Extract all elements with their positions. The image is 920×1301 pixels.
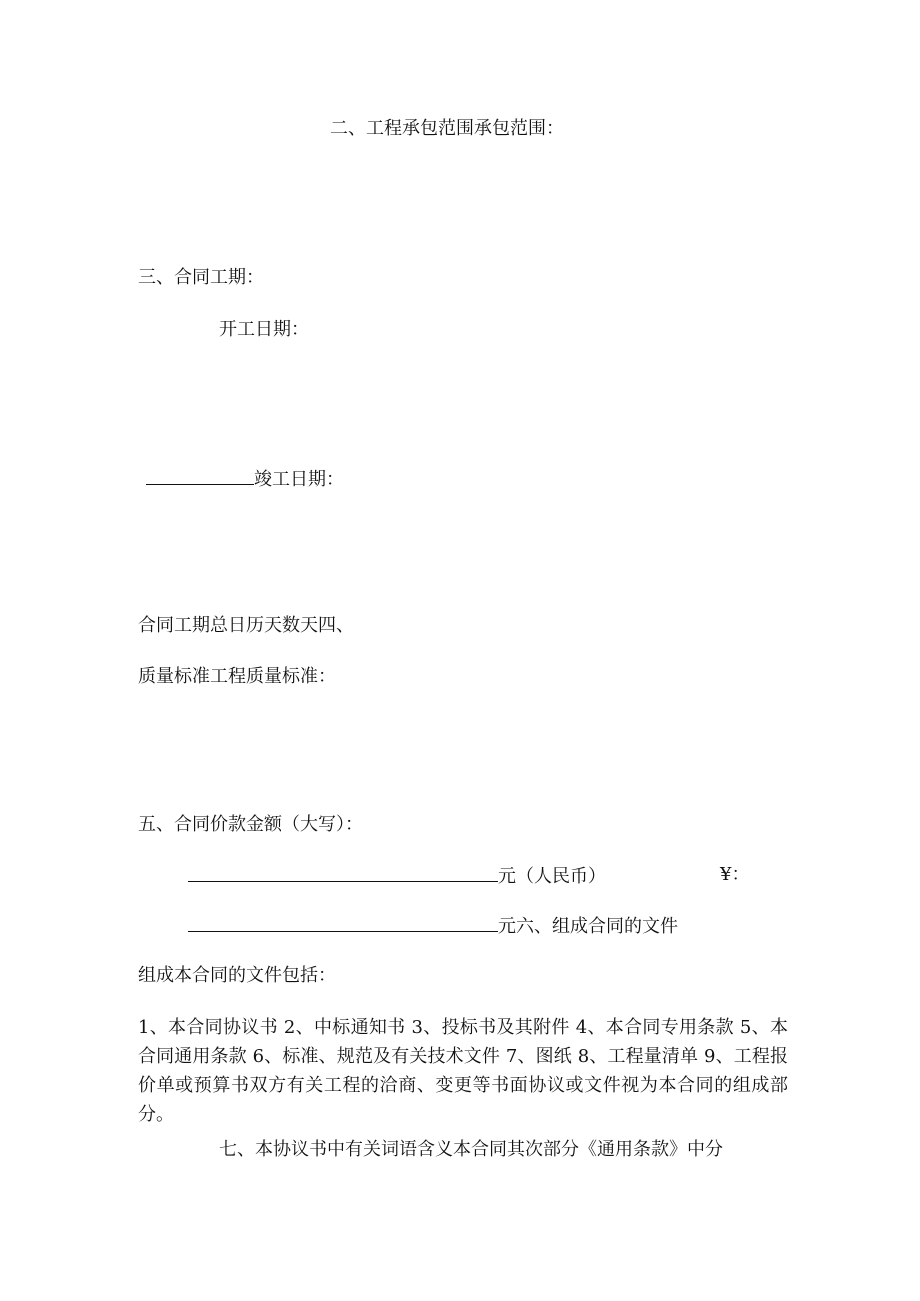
price-amount-tail: 元六、组成合同的文件 xyxy=(498,916,678,937)
price-amount-row xyxy=(188,913,678,939)
documents-list: 1、本合同协议书 2、中标通知书 3、投标书及其附件 4、本合同专用条款 5、本合同通用条款 6、标准、规范及有关技术文件 7、图纸 8、工程量清单 9、工程报价单或预算书双方有关工程的洽商、变更等书面协议或文件视为本合同的组成部分。 xyxy=(138,1017,788,1125)
total-days-text: 合同工期总日历天数天四、 xyxy=(138,615,354,636)
documents-intro: 组成本合同的文件包括： xyxy=(138,965,336,986)
price-rmb-label: 元（人民币） xyxy=(498,866,606,887)
scope-heading: 二、工程承包范围承包范围： xyxy=(330,118,564,139)
completion-date-blank xyxy=(146,466,254,485)
completion-date-row xyxy=(146,466,344,492)
price-rmb-row xyxy=(188,863,606,889)
completion-date-label: 竣工日期： xyxy=(254,469,344,490)
quality-heading: 质量标准工程质量标准： xyxy=(138,666,336,687)
price-rmb-blank xyxy=(188,863,498,882)
price-heading: 五、合同价款金额（大写）： xyxy=(138,814,363,835)
price-yen-symbol: ¥： xyxy=(720,864,750,885)
start-date-label: 开工日期： xyxy=(219,319,309,340)
section-seven: 七、本协议书中有关词语含义本合同其次部分《通用条款》中分 xyxy=(219,1139,723,1160)
duration-heading: 三、合同工期： xyxy=(138,267,264,288)
price-amount-blank xyxy=(188,913,498,932)
